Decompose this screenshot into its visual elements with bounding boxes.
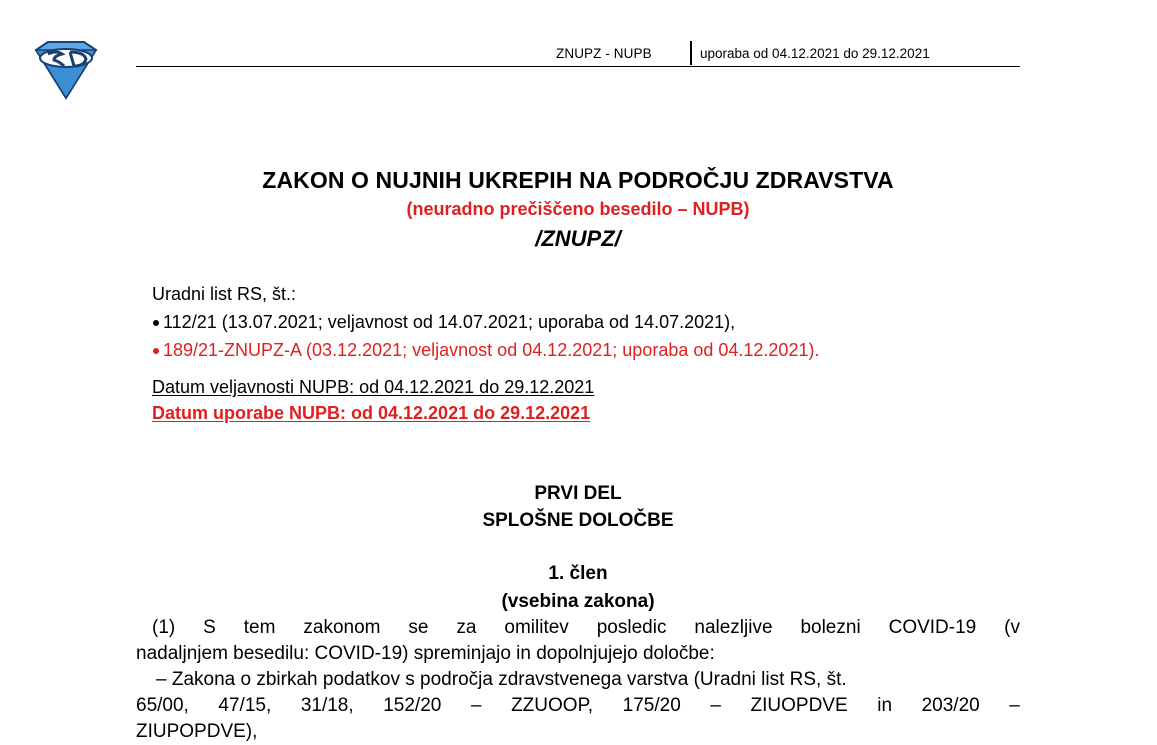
- gazette-entry: [152, 312, 735, 333]
- gazette-entry-text: 112/21 (13.07.2021; veljavnost od 14.07.2021; uporaba od 14.07.2021),: [163, 312, 736, 332]
- article-number: 1. člen: [548, 563, 608, 584]
- paragraph-line: nadaljnjem besedilu: COVID-19) spreminjajo in dopolnjujejo določbe:: [136, 643, 715, 664]
- gazette-entry: [152, 340, 819, 361]
- paragraph-line: (1) S tem zakonom se za omilitev posledic nalezljive bolezni COVID-19 (v: [152, 617, 1020, 638]
- diamond-shield-logo-icon: [30, 40, 102, 100]
- document-title: ZAKON O NUJNIH UKREPIH NA PODROČJU ZDRAVSTVA: [262, 167, 894, 193]
- header-application-period: uporaba od 04.12.2021 do 29.12.2021: [700, 46, 930, 61]
- document-subtitle: (neuradno prečiščeno besedilo – NUPB): [406, 199, 750, 219]
- gazette-label: Uradni list RS, št.:: [152, 284, 297, 304]
- bullet-icon: [153, 348, 159, 354]
- part-name: SPLOŠNE DOLOČBE: [482, 510, 674, 531]
- header-rule: [136, 66, 1020, 67]
- article-body: [136, 615, 1020, 745]
- validity-date: Datum veljavnosti NUPB: od 04.12.2021 do 29.12.2021: [152, 377, 595, 397]
- list-item-line: 65/00, 47/15, 31/18, 152/20 – ZZUOOP, 175/20 – ZIUOPDVE in 203/20 –: [136, 695, 1020, 716]
- document-abbreviation: /ZNUPZ/: [535, 226, 621, 251]
- gazette-entry-text: 189/21-ZNUPZ-A (03.12.2021; veljavnost od 04.12.2021; uporaba od 04.12.2021).: [163, 340, 820, 360]
- list-item-line: – Zakona o zbirkah podatkov s področja zdravstvenega varstva (Uradni list RS, št.: [156, 669, 847, 690]
- part-number: PRVI DEL: [534, 483, 622, 504]
- bullet-icon: [153, 320, 159, 326]
- list-item-line: ZIUPOPDVE),: [136, 721, 258, 742]
- application-date: Datum uporabe NUPB: od 04.12.2021 do 29.12.2021: [152, 403, 591, 423]
- header-document-code: ZNUPZ - NUPB: [556, 46, 652, 61]
- article-heading: (vsebina zakona): [501, 591, 655, 612]
- header-separator: [690, 41, 692, 65]
